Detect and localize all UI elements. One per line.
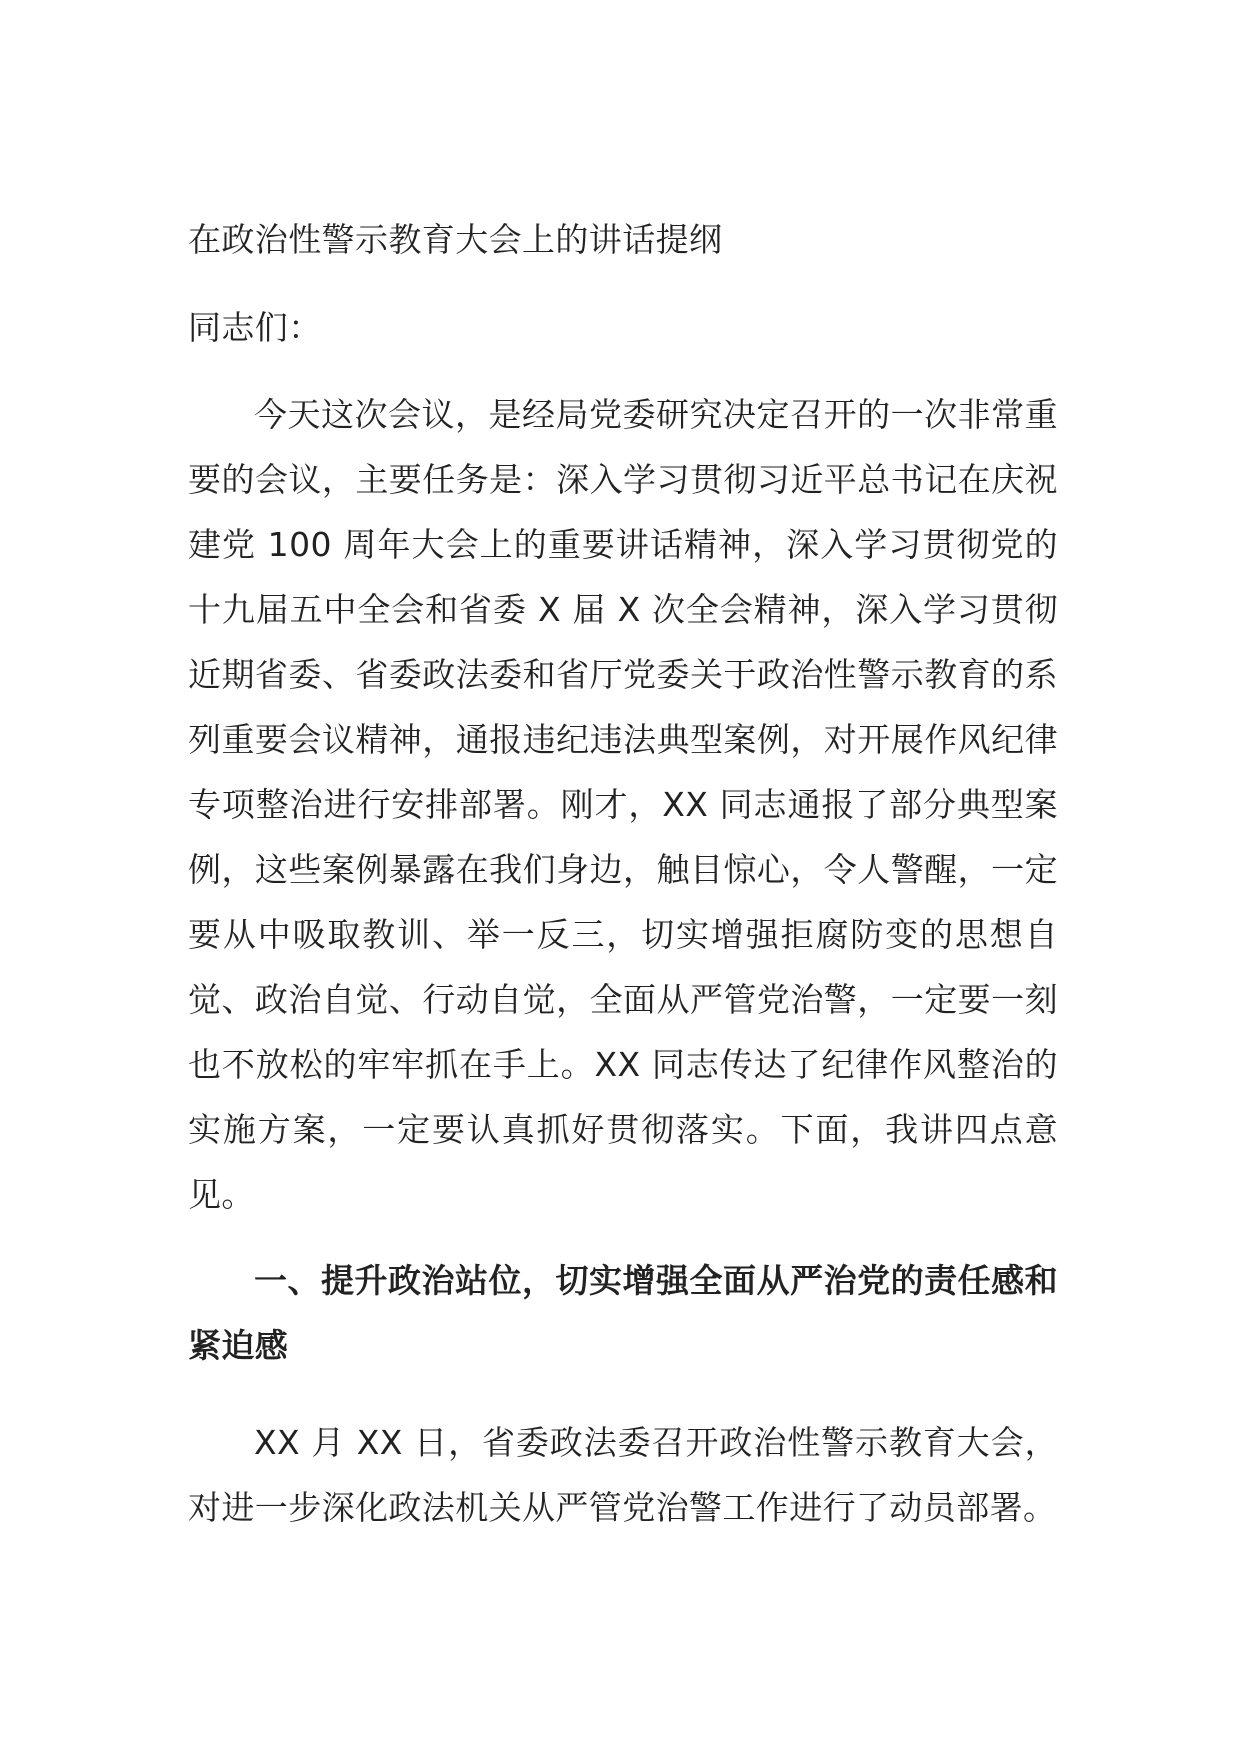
section-heading-1: 一、提升政治站位，切实增强全面从严治党的责任感和紧迫感 — [188, 1261, 1058, 1365]
paragraph-section-1: XX 月 XX 日，省委政法委召开政治性警示教育大会，对进一步深化政法机关从严管党治警工作进行了动员部署。 — [188, 1423, 1058, 1527]
paragraph-intro: 今天这次会议，是经局党委研究决定召开的一次非常重要的会议，主要任务是：深入学习贯彻习近平总书记在庆祝建党 100 周年大会上的重要讲话精神，深入学习贯彻党的十九届五中全会和省委 X 届 X 次全会精神，深入学习贯彻近期省委、省委政法委和省厅党委关于政治性警示教育的系列重要会议精神，通报违纪违法典型案例，对开展作风纪律专项整治进行安排部署。刚才，XX 同志通报了部分典型案例，这些案例暴露在我们身边，触目惊心，令人警醒，一定要从中吸取教训、举一反三，切实增强拒腐防变的思想自觉、政治自觉、行动自觉，全面从严管党治警，一定要一刻也不放松的牢牢抓在手上。XX 同志传达了纪律作风整治的实施方案，一定要认真抓好贯彻落实。下面，我讲四点意见。 — [188, 395, 1058, 1214]
document-title: 在政治性警示教育大会上的讲话提纲 — [188, 220, 723, 259]
salutation: 同志们： — [188, 308, 322, 347]
